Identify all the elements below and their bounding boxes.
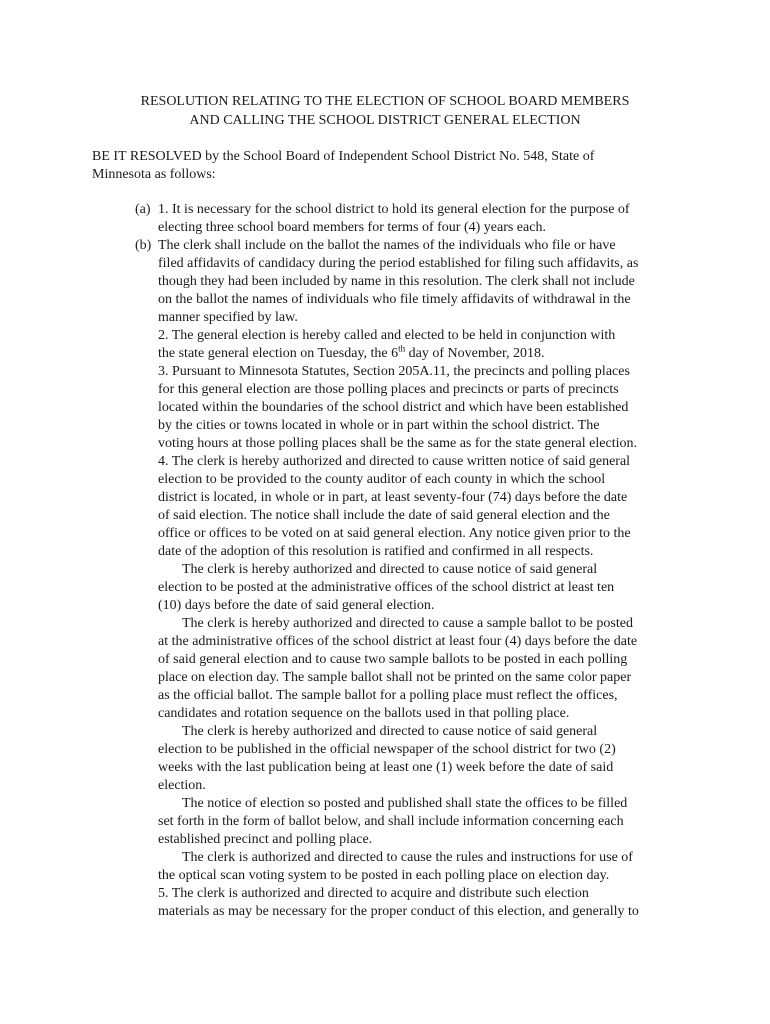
section-2 bbox=[158, 327, 690, 363]
paragraph-line: election to be published in the official newspaper of the school district for two (2) bbox=[158, 742, 616, 757]
item-a-line: 1. It is necessary for the school district to hold its general election for the purpose of bbox=[158, 202, 630, 217]
section-3 bbox=[158, 363, 690, 453]
paragraph-line: The clerk is hereby authorized and directed to cause notice of said general bbox=[182, 724, 598, 739]
paragraph-line: (10) days before the date of said general election. bbox=[158, 598, 435, 613]
section-4-line: district is located, in whole or in part, at least seventy-four (74) days before the date bbox=[158, 490, 628, 505]
section-4 bbox=[158, 453, 690, 561]
section-4-line: election to be provided to the county auditor of each county in which the school bbox=[158, 472, 606, 487]
title-line-1: RESOLUTION RELATING TO THE ELECTION OF SCHOOL BOARD MEMBERS bbox=[140, 94, 630, 109]
paragraph-line: place on election day. The sample ballot shall not be printed on the same color paper bbox=[158, 670, 632, 685]
paragraph-line: the optical scan voting system to be posted in each polling place on election day. bbox=[158, 868, 610, 883]
item-b-line: The clerk shall include on the ballot the names of the individuals who file or have bbox=[158, 238, 616, 253]
item-b-marker: (b) bbox=[135, 238, 152, 253]
section-3-line: located within the boundaries of the school district and which have been established bbox=[158, 400, 629, 415]
paragraph-line: set forth in the form of ballot below, and shall include information concerning each bbox=[158, 814, 624, 829]
item-b-line: manner specified by law. bbox=[158, 310, 298, 325]
resolution-body bbox=[100, 201, 690, 921]
section-2-line: 2. The general election is hereby called and elected to be held in conjunction with bbox=[158, 328, 616, 343]
paragraph-line: established precinct and polling place. bbox=[158, 832, 373, 847]
section-3-line: voting hours at those polling places shall be the same as for the state general election. bbox=[158, 436, 637, 451]
paragraph-line: weeks with the last publication being at least one (1) week before the date of said bbox=[158, 760, 614, 775]
section-4-line: office or offices to be voted on at said general election. Any notice given prior to the bbox=[158, 526, 631, 541]
paragraph-line: election to be posted at the administrative offices of the school district at least ten bbox=[158, 580, 615, 595]
section-4-line: 4. The clerk is hereby authorized and directed to cause written notice of said general bbox=[158, 454, 631, 469]
section-3-line: by the cities or towns located in whole or in part within the school district. The bbox=[158, 418, 600, 433]
resolved-clause bbox=[92, 148, 652, 184]
resolved-line-2: Minnesota as follows: bbox=[92, 167, 216, 182]
section-3-line: 3. Pursuant to Minnesota Statutes, Section 205A.11, the precincts and polling places bbox=[158, 364, 630, 379]
paragraph-line: election. bbox=[158, 778, 206, 793]
paragraph-notice-published bbox=[158, 723, 690, 795]
section-2-date-rest: day of November, 2018. bbox=[405, 346, 545, 361]
section-5-line: materials as may be necessary for the proper conduct of this election, and generally to bbox=[158, 904, 639, 919]
item-b-line: though they had been included by name in this resolution. The clerk shall not include bbox=[158, 274, 635, 289]
paragraph-line: The clerk is hereby authorized and directed to cause a sample ballot to be posted bbox=[182, 616, 633, 631]
item-a-marker: (a) bbox=[135, 202, 151, 217]
paragraph-line: of said general election and to cause two sample ballots to be posted in each polling bbox=[158, 652, 628, 667]
paragraph-sample-ballot bbox=[158, 615, 690, 723]
section-5 bbox=[158, 885, 690, 921]
resolved-line-1: BE IT RESOLVED by the School Board of Independent School District No. 548, State of bbox=[92, 149, 595, 164]
section-5-line: 5. The clerk is authorized and directed to acquire and distribute such election bbox=[158, 886, 589, 901]
item-b-line: filed affidavits of candidacy during the period established for filing such affidavits, as bbox=[158, 256, 639, 271]
section-2-line bbox=[158, 345, 690, 363]
ordinal-suffix: th bbox=[398, 343, 406, 354]
item-b-line: on the ballot the names of individuals who file timely affidavits of withdrawal in the bbox=[158, 292, 631, 307]
section-4-line: date of the adoption of this resolution is ratified and confirmed in all respects. bbox=[158, 544, 594, 559]
section-2-date-text: the state general election on Tuesday, the 6 bbox=[158, 346, 399, 361]
paragraph-optical-scan bbox=[158, 849, 690, 885]
paragraph-line: The clerk is hereby authorized and directed to cause notice of said general bbox=[182, 562, 598, 577]
paragraph-line: candidates and rotation sequence on the ballots used in that polling place. bbox=[158, 706, 570, 721]
document-title bbox=[0, 93, 770, 130]
paragraph-line: The notice of election so posted and published shall state the offices to be filled bbox=[182, 796, 628, 811]
paragraph-line: as the official ballot. The sample ballot for a polling place must reflect the offices, bbox=[158, 688, 618, 703]
paragraph-line: at the administrative offices of the school district at least four (4) days before the date bbox=[158, 634, 638, 649]
section-4-line: of said election. The notice shall include the date of said general election and the bbox=[158, 508, 610, 523]
paragraph-notice-contents bbox=[158, 795, 690, 849]
item-a-line: electing three school board members for terms of four (4) years each. bbox=[158, 220, 546, 235]
paragraph-notice-posted bbox=[158, 561, 690, 615]
paragraph-line: The clerk is authorized and directed to cause the rules and instructions for use of bbox=[182, 850, 633, 865]
section-3-line: for this general election are those polling places and precincts or parts of precincts bbox=[158, 382, 619, 397]
item-b bbox=[100, 237, 690, 921]
item-a bbox=[100, 201, 690, 237]
title-line-2: AND CALLING THE SCHOOL DISTRICT GENERAL ELECTION bbox=[189, 112, 581, 128]
